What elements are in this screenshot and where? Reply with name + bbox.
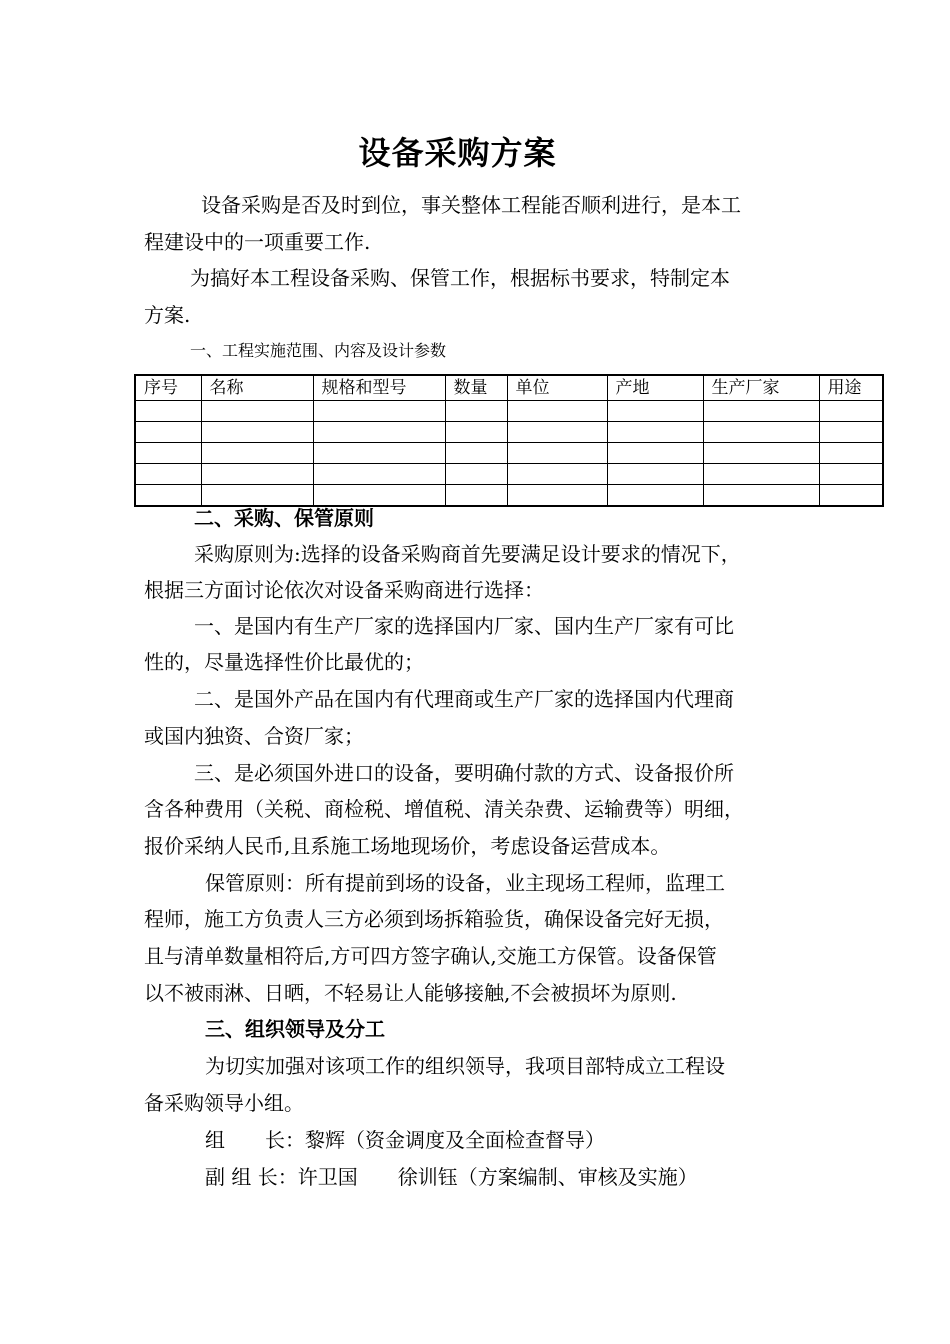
table-cell	[507, 443, 607, 464]
column-header-origin: 产地	[607, 375, 703, 401]
column-header-manufacturer: 生产厂家	[703, 375, 819, 401]
table-cell	[135, 464, 201, 485]
table-cell	[607, 443, 703, 464]
section-2-line-10: 保管原则：所有提前到场的设备，业主现场工程师，监理工	[205, 871, 725, 895]
table-row	[135, 464, 883, 485]
table-cell	[135, 401, 201, 422]
table-cell	[507, 401, 607, 422]
table-header-row	[135, 375, 883, 401]
intro-paragraph-2-line-2: 方案.	[144, 303, 191, 327]
table-cell	[819, 401, 883, 422]
table-cell	[819, 443, 883, 464]
section-3-heading: 三、组织领导及分工	[205, 1017, 385, 1041]
deputy-leader-line: 副 组 长：许卫国 徐训钰（方案编制、审核及实施）	[205, 1165, 698, 1189]
table-cell	[703, 443, 819, 464]
team-leader-line: 组 长：黎辉（资金调度及全面检查督导）	[205, 1128, 605, 1152]
table-cell	[819, 464, 883, 485]
section-2-heading: 二、采购、保管原则	[194, 506, 374, 530]
table-cell	[201, 401, 313, 422]
table-cell	[201, 443, 313, 464]
section-2-line-1: 采购原则为:选择的设备采购商首先要满足设计要求的情况下，	[194, 542, 741, 566]
table-row	[135, 422, 883, 443]
table-cell	[313, 422, 445, 443]
table-cell	[313, 443, 445, 464]
section-1-heading: 一、工程实施范围、内容及设计参数	[190, 341, 447, 360]
table-cell	[313, 464, 445, 485]
table-cell	[135, 443, 201, 464]
table-row	[135, 401, 883, 422]
column-header-purpose: 用途	[819, 375, 883, 401]
section-2-line-4: 性的，尽量选择性价比最优的；	[144, 650, 424, 674]
section-2-line-2: 根据三方面讨论依次对设备采购商进行选择：	[144, 578, 544, 602]
table-cell	[507, 464, 607, 485]
section-3-line-1: 为切实加强对该项工作的组织领导，我项目部特成立工程设	[205, 1054, 725, 1078]
table-cell	[201, 464, 313, 485]
intro-paragraph-1-line-2: 程建设中的一项重要工作.	[144, 230, 371, 254]
table-row	[135, 485, 883, 507]
column-header-spec: 规格和型号	[313, 375, 445, 401]
document-title: 设备采购方案	[358, 134, 557, 172]
section-2-line-13: 以不被雨淋、日晒，不轻易让人能够接触,不会被损坏为原则.	[144, 981, 677, 1005]
table-cell	[607, 401, 703, 422]
section-2-line-12: 且与清单数量相符后,方可四方签字确认,交施工方保管。设备保管	[144, 944, 717, 968]
section-2-line-7: 三、是必须国外进口的设备，要明确付款的方式、设备报价所	[194, 761, 734, 785]
intro-paragraph-1-line-1: 设备采购是否及时到位，事关整体工程能否顺利进行，是本工	[201, 193, 741, 217]
table-cell	[607, 464, 703, 485]
table-cell	[703, 485, 819, 507]
table-cell	[819, 485, 883, 507]
section-2-line-11: 程师，施工方负责人三方必须到场拆箱验货，确保设备完好无损，	[144, 907, 724, 931]
column-header-name: 名称	[201, 375, 313, 401]
table-cell	[703, 422, 819, 443]
table-row	[135, 443, 883, 464]
table-cell	[507, 422, 607, 443]
column-header-index: 序号	[135, 375, 201, 401]
table-cell	[445, 443, 507, 464]
table-cell	[135, 485, 201, 507]
table-cell	[819, 422, 883, 443]
section-2-line-8: 含各种费用（关税、商检税、增值税、清关杂费、运输费等）明细，	[144, 797, 744, 821]
table-cell	[313, 485, 445, 507]
table-cell	[445, 485, 507, 507]
table-cell	[135, 422, 201, 443]
table-cell	[607, 422, 703, 443]
table-cell	[703, 464, 819, 485]
table-cell	[445, 464, 507, 485]
section-2-line-3: 一、是国内有生产厂家的选择国内厂家、国内生产厂家有可比	[194, 614, 734, 638]
section-2-line-5: 二、是国外产品在国内有代理商或生产厂家的选择国内代理商	[194, 687, 734, 711]
section-3-line-2: 备采购领导小组。	[144, 1091, 304, 1115]
equipment-table	[134, 374, 884, 507]
column-header-unit: 单位	[507, 375, 607, 401]
section-2-line-6: 或国内独资、合资厂家；	[144, 724, 364, 748]
table-cell	[703, 401, 819, 422]
table-cell	[201, 485, 313, 507]
column-header-quantity: 数量	[445, 375, 507, 401]
intro-paragraph-2-line-1: 为搞好本工程设备采购、保管工作，根据标书要求，特制定本	[190, 266, 730, 290]
table-cell	[507, 485, 607, 507]
table-cell	[445, 422, 507, 443]
table-cell	[445, 401, 507, 422]
table-cell	[201, 422, 313, 443]
table-cell	[607, 485, 703, 507]
table-cell	[313, 401, 445, 422]
section-2-line-9: 报价采纳人民币,且系施工场地现场价，考虑设备运营成本。	[144, 834, 671, 858]
